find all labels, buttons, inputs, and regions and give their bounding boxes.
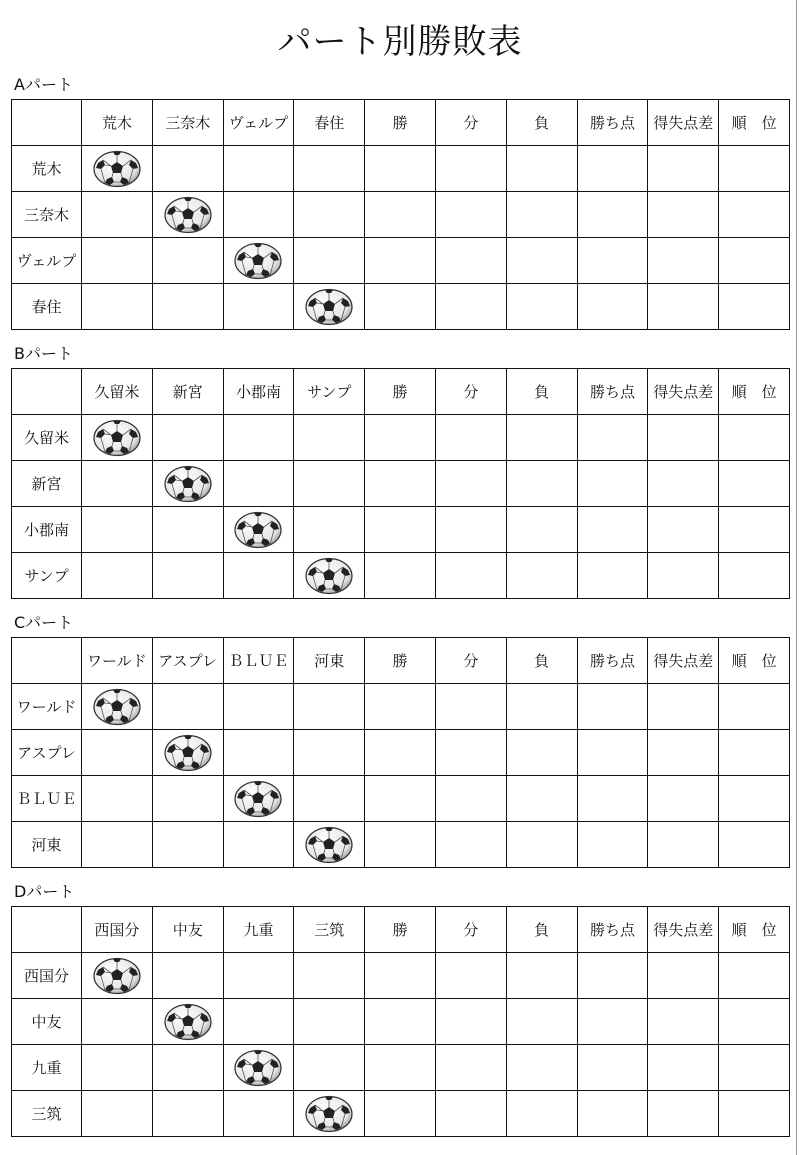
soccer-ball-icon	[233, 511, 283, 549]
stat-cell[interactable]	[648, 730, 719, 776]
column-team-header: 三奈木	[152, 100, 223, 146]
stat-cell[interactable]	[435, 284, 506, 330]
stat-cell[interactable]	[577, 507, 648, 553]
stat-cell[interactable]	[506, 461, 577, 507]
stat-cell[interactable]	[506, 999, 577, 1045]
stat-header: 順 位	[719, 369, 790, 415]
stat-cell[interactable]	[577, 284, 648, 330]
part-label: Cパート	[14, 613, 74, 632]
stat-cell[interactable]	[719, 953, 790, 999]
stat-cell[interactable]	[365, 553, 436, 599]
stat-cell[interactable]	[719, 461, 790, 507]
diagonal-cell	[223, 507, 294, 553]
match-result-cell[interactable]	[82, 192, 153, 238]
row-team-header: ＢＬＵＥ	[12, 776, 82, 822]
stat-header: 勝ち点	[577, 100, 648, 146]
stat-cell[interactable]	[648, 822, 719, 868]
stat-cell[interactable]	[577, 776, 648, 822]
soccer-ball-icon	[163, 465, 213, 503]
match-result-cell[interactable]	[223, 146, 294, 192]
stat-cell[interactable]	[365, 1091, 436, 1137]
stat-cell[interactable]	[577, 192, 648, 238]
table-row	[12, 146, 790, 192]
stat-cell[interactable]	[435, 553, 506, 599]
stat-header: 得失点差	[648, 369, 719, 415]
row-team-header: 荒木	[12, 146, 82, 192]
soccer-ball-icon	[92, 419, 142, 457]
stat-cell[interactable]	[719, 1091, 790, 1137]
table-row	[12, 461, 790, 507]
stat-cell[interactable]	[719, 553, 790, 599]
match-result-cell[interactable]	[223, 461, 294, 507]
stat-header: 負	[506, 907, 577, 953]
soccer-ball-icon	[233, 242, 283, 280]
table-header-row	[12, 369, 790, 415]
row-team-header: ヴェルプ	[12, 238, 82, 284]
stat-cell[interactable]	[648, 953, 719, 999]
stat-cell[interactable]	[506, 684, 577, 730]
column-team-header: ワールド	[82, 638, 153, 684]
diagonal-cell	[152, 192, 223, 238]
stat-cell[interactable]	[435, 238, 506, 284]
match-result-cell[interactable]	[152, 146, 223, 192]
row-team-header: 河東	[12, 822, 82, 868]
stat-cell[interactable]	[577, 238, 648, 284]
table-row	[12, 553, 790, 599]
stat-cell[interactable]	[365, 461, 436, 507]
soccer-ball-icon	[163, 1003, 213, 1041]
stat-cell[interactable]	[506, 1091, 577, 1137]
stat-cell[interactable]	[506, 822, 577, 868]
stat-cell[interactable]	[719, 730, 790, 776]
column-team-header: ヴェルプ	[223, 100, 294, 146]
stat-cell[interactable]	[648, 1045, 719, 1091]
match-result-cell[interactable]	[223, 284, 294, 330]
table-row	[12, 999, 790, 1045]
row-team-header: 九重	[12, 1045, 82, 1091]
stat-header: 順 位	[719, 638, 790, 684]
match-result-cell[interactable]	[223, 1091, 294, 1137]
diagonal-cell	[152, 730, 223, 776]
part-label: Dパート	[14, 882, 75, 901]
match-result-cell[interactable]	[152, 238, 223, 284]
column-team-header: 小郡南	[223, 369, 294, 415]
table-row	[12, 192, 790, 238]
stat-cell[interactable]	[435, 684, 506, 730]
stat-cell[interactable]	[435, 415, 506, 461]
column-team-header: 三筑	[294, 907, 365, 953]
diagonal-cell	[82, 684, 153, 730]
match-result-cell[interactable]	[152, 1091, 223, 1137]
stat-cell[interactable]	[506, 776, 577, 822]
column-team-header: 春住	[294, 100, 365, 146]
stat-cell[interactable]	[577, 730, 648, 776]
stat-cell[interactable]	[719, 507, 790, 553]
diagonal-cell	[82, 146, 153, 192]
stat-cell[interactable]	[506, 238, 577, 284]
table-row	[12, 1091, 790, 1137]
diagonal-cell	[152, 461, 223, 507]
match-result-cell[interactable]	[152, 553, 223, 599]
stat-cell[interactable]	[648, 553, 719, 599]
stat-header: 勝	[365, 100, 436, 146]
column-team-header: 新宮	[152, 369, 223, 415]
soccer-ball-icon	[304, 1095, 354, 1133]
corner-cell	[12, 638, 82, 684]
stat-cell[interactable]	[719, 776, 790, 822]
match-result-cell[interactable]	[223, 999, 294, 1045]
match-result-cell[interactable]	[82, 507, 153, 553]
diagonal-cell	[223, 238, 294, 284]
stat-header: 得失点差	[648, 638, 719, 684]
column-team-header: 荒木	[82, 100, 153, 146]
row-team-header: 三筑	[12, 1091, 82, 1137]
stat-cell[interactable]	[506, 953, 577, 999]
stat-cell[interactable]	[577, 999, 648, 1045]
stat-cell[interactable]	[435, 1045, 506, 1091]
stat-cell[interactable]	[577, 684, 648, 730]
stat-cell[interactable]	[506, 730, 577, 776]
column-team-header: 西国分	[82, 907, 153, 953]
table-row	[12, 953, 790, 999]
stat-cell[interactable]	[365, 507, 436, 553]
match-result-cell[interactable]	[294, 146, 365, 192]
stat-header: 得失点差	[648, 907, 719, 953]
diagonal-cell	[294, 553, 365, 599]
page-title: パート別勝敗表	[277, 22, 523, 62]
stat-header: 分	[435, 369, 506, 415]
stat-header: 勝	[365, 907, 436, 953]
column-team-header: ＢＬＵＥ	[223, 638, 294, 684]
stat-header: 勝	[365, 369, 436, 415]
match-result-cell[interactable]	[223, 822, 294, 868]
match-result-cell[interactable]	[152, 953, 223, 999]
stat-header: 分	[435, 907, 506, 953]
table-row	[12, 507, 790, 553]
column-team-header: 中友	[152, 907, 223, 953]
match-result-cell[interactable]	[294, 999, 365, 1045]
stat-cell[interactable]	[365, 238, 436, 284]
column-team-header: 久留米	[82, 369, 153, 415]
row-team-header: ワールド	[12, 684, 82, 730]
stat-header: 負	[506, 369, 577, 415]
corner-cell	[12, 100, 82, 146]
stat-cell[interactable]	[577, 1091, 648, 1137]
soccer-ball-icon	[233, 1049, 283, 1087]
stat-cell[interactable]	[648, 146, 719, 192]
stat-cell[interactable]	[365, 730, 436, 776]
match-result-cell[interactable]	[152, 776, 223, 822]
match-result-cell[interactable]	[294, 730, 365, 776]
match-result-cell[interactable]	[82, 284, 153, 330]
stat-header: 勝ち点	[577, 369, 648, 415]
stat-cell[interactable]	[506, 146, 577, 192]
stat-cell[interactable]	[577, 146, 648, 192]
part-label: Aパート	[14, 75, 73, 94]
soccer-ball-icon	[304, 557, 354, 595]
soccer-ball-icon	[92, 688, 142, 726]
match-result-cell[interactable]	[152, 1045, 223, 1091]
stat-cell[interactable]	[648, 415, 719, 461]
stat-cell[interactable]	[435, 776, 506, 822]
stat-cell[interactable]	[719, 999, 790, 1045]
stat-cell[interactable]	[648, 192, 719, 238]
match-result-cell[interactable]	[294, 953, 365, 999]
diagonal-cell	[152, 999, 223, 1045]
stat-cell[interactable]	[435, 461, 506, 507]
stat-cell[interactable]	[648, 684, 719, 730]
match-result-cell[interactable]	[294, 507, 365, 553]
stat-cell[interactable]	[648, 999, 719, 1045]
match-result-cell[interactable]	[294, 684, 365, 730]
match-result-cell[interactable]	[152, 507, 223, 553]
corner-cell	[12, 369, 82, 415]
stat-cell[interactable]	[365, 284, 436, 330]
stat-cell[interactable]	[719, 192, 790, 238]
soccer-ball-icon	[92, 150, 142, 188]
stat-cell[interactable]	[365, 822, 436, 868]
stat-cell[interactable]	[577, 415, 648, 461]
stat-header: 勝ち点	[577, 638, 648, 684]
table-row	[12, 284, 790, 330]
stat-cell[interactable]	[506, 284, 577, 330]
stat-cell[interactable]	[365, 776, 436, 822]
row-team-header: 西国分	[12, 953, 82, 999]
stat-cell[interactable]	[719, 415, 790, 461]
match-result-cell[interactable]	[82, 999, 153, 1045]
stat-cell[interactable]	[506, 1045, 577, 1091]
stat-cell[interactable]	[719, 684, 790, 730]
table-row	[12, 776, 790, 822]
stat-cell[interactable]	[648, 776, 719, 822]
soccer-ball-icon	[163, 196, 213, 234]
standings-table	[11, 368, 790, 599]
match-result-cell[interactable]	[82, 461, 153, 507]
table-header-row	[12, 638, 790, 684]
diagonal-cell	[223, 1045, 294, 1091]
match-result-cell[interactable]	[82, 238, 153, 284]
stat-cell[interactable]	[435, 146, 506, 192]
stat-cell[interactable]	[365, 192, 436, 238]
page-edge-line	[796, 0, 797, 1155]
match-result-cell[interactable]	[294, 776, 365, 822]
stat-cell[interactable]	[648, 507, 719, 553]
match-result-cell[interactable]	[82, 822, 153, 868]
stat-cell[interactable]	[365, 1045, 436, 1091]
stat-header: 順 位	[719, 907, 790, 953]
standings-table	[11, 637, 790, 868]
stat-header: 勝ち点	[577, 907, 648, 953]
match-result-cell[interactable]	[152, 415, 223, 461]
stat-header: 順 位	[719, 100, 790, 146]
match-result-cell[interactable]	[82, 776, 153, 822]
diagonal-cell	[294, 822, 365, 868]
stat-cell[interactable]	[648, 461, 719, 507]
stat-cell[interactable]	[435, 507, 506, 553]
stat-cell[interactable]	[719, 822, 790, 868]
match-result-cell[interactable]	[294, 1045, 365, 1091]
stat-cell[interactable]	[577, 822, 648, 868]
row-team-header: 春住	[12, 284, 82, 330]
match-result-cell[interactable]	[82, 553, 153, 599]
stat-header: 分	[435, 638, 506, 684]
match-result-cell[interactable]	[223, 415, 294, 461]
stat-cell[interactable]	[648, 1091, 719, 1137]
row-team-header: アスプレ	[12, 730, 82, 776]
match-result-cell[interactable]	[223, 553, 294, 599]
stat-cell[interactable]	[577, 461, 648, 507]
table-header-row	[12, 100, 790, 146]
row-team-header: 三奈木	[12, 192, 82, 238]
table-row	[12, 415, 790, 461]
stat-cell[interactable]	[365, 999, 436, 1045]
stat-cell[interactable]	[719, 1045, 790, 1091]
match-result-cell[interactable]	[152, 822, 223, 868]
stat-cell[interactable]	[435, 822, 506, 868]
soccer-ball-icon	[163, 734, 213, 772]
stat-cell[interactable]	[365, 415, 436, 461]
stat-cell[interactable]	[648, 284, 719, 330]
match-result-cell[interactable]	[223, 684, 294, 730]
soccer-ball-icon	[92, 957, 142, 995]
match-result-cell[interactable]	[152, 684, 223, 730]
stat-cell[interactable]	[577, 1045, 648, 1091]
match-result-cell[interactable]	[223, 730, 294, 776]
match-result-cell[interactable]	[82, 730, 153, 776]
match-result-cell[interactable]	[294, 461, 365, 507]
stat-cell[interactable]	[506, 415, 577, 461]
stat-cell[interactable]	[435, 192, 506, 238]
stat-cell[interactable]	[719, 238, 790, 284]
table-row	[12, 238, 790, 284]
diagonal-cell	[294, 284, 365, 330]
stat-cell[interactable]	[435, 999, 506, 1045]
row-team-header: サンプ	[12, 553, 82, 599]
soccer-ball-icon	[233, 780, 283, 818]
match-result-cell[interactable]	[294, 415, 365, 461]
standings-table	[11, 99, 790, 330]
stat-cell[interactable]	[435, 1091, 506, 1137]
match-result-cell[interactable]	[223, 192, 294, 238]
column-team-header: サンプ	[294, 369, 365, 415]
row-team-header: 新宮	[12, 461, 82, 507]
match-result-cell[interactable]	[294, 238, 365, 284]
diagonal-cell	[82, 415, 153, 461]
stat-cell[interactable]	[506, 192, 577, 238]
stat-cell[interactable]	[435, 953, 506, 999]
column-team-header: 九重	[223, 907, 294, 953]
diagonal-cell	[82, 953, 153, 999]
stat-cell[interactable]	[577, 553, 648, 599]
match-result-cell[interactable]	[294, 192, 365, 238]
corner-cell	[12, 907, 82, 953]
standings-table	[11, 906, 790, 1137]
diagonal-cell	[294, 1091, 365, 1137]
stat-cell[interactable]	[435, 730, 506, 776]
stat-cell[interactable]	[719, 284, 790, 330]
stat-cell[interactable]	[365, 953, 436, 999]
table-row	[12, 822, 790, 868]
match-result-cell[interactable]	[152, 284, 223, 330]
table-row	[12, 730, 790, 776]
stat-cell[interactable]	[648, 238, 719, 284]
stat-header: 分	[435, 100, 506, 146]
diagonal-cell	[223, 776, 294, 822]
column-team-header: 河東	[294, 638, 365, 684]
row-team-header: 久留米	[12, 415, 82, 461]
table-row	[12, 1045, 790, 1091]
stat-header: 勝	[365, 638, 436, 684]
stat-cell[interactable]	[506, 507, 577, 553]
soccer-ball-icon	[304, 288, 354, 326]
table-header-row	[12, 907, 790, 953]
table-row	[12, 684, 790, 730]
part-label: Bパート	[14, 344, 73, 363]
match-result-cell[interactable]	[223, 953, 294, 999]
stat-cell[interactable]	[719, 146, 790, 192]
column-team-header: アスプレ	[152, 638, 223, 684]
row-team-header: 中友	[12, 999, 82, 1045]
match-result-cell[interactable]	[82, 1091, 153, 1137]
stat-cell[interactable]	[506, 553, 577, 599]
stat-header: 負	[506, 638, 577, 684]
stat-header: 得失点差	[648, 100, 719, 146]
stat-cell[interactable]	[365, 684, 436, 730]
stat-cell[interactable]	[365, 146, 436, 192]
stat-cell[interactable]	[577, 953, 648, 999]
row-team-header: 小郡南	[12, 507, 82, 553]
match-result-cell[interactable]	[82, 1045, 153, 1091]
stat-header: 負	[506, 100, 577, 146]
soccer-ball-icon	[304, 826, 354, 864]
